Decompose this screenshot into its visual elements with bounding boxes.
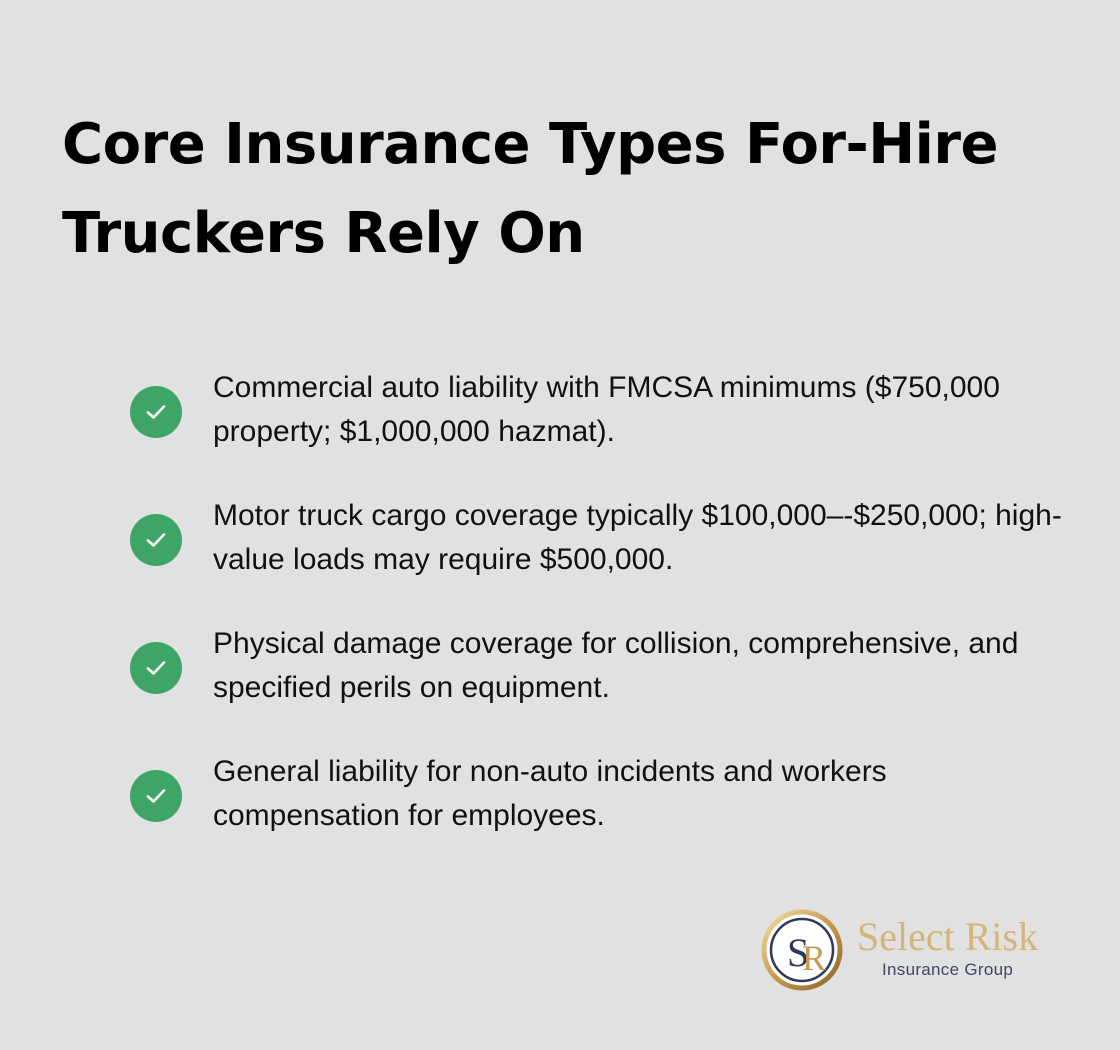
check-icon <box>130 642 182 694</box>
logo-mark <box>760 908 844 992</box>
list-item <box>130 750 1070 850</box>
check-icon <box>130 514 182 566</box>
logo-subtitle: Insurance Group <box>882 960 1014 979</box>
list-item <box>130 622 1070 722</box>
list-item <box>130 494 1070 594</box>
list-item-text: General liability for non-auto incidents and workers compensation for employees. <box>213 755 887 832</box>
list-item-text: Motor truck cargo coverage typically $100,000–-$250,000; high-value loads may require $500,000. <box>213 499 1062 576</box>
check-icon <box>130 770 182 822</box>
list-item-text: Commercial auto liability with FMCSA minimums ($750,000 property; $1,000,000 hazmat). <box>213 371 1000 448</box>
list-item <box>130 366 1070 466</box>
company-logo <box>760 908 1070 994</box>
svg-text:S: S <box>787 930 810 975</box>
logo-name: Select Risk <box>857 914 1039 959</box>
list-item-text: Physical damage coverage for collision, comprehensive, and specified perils on equipment. <box>213 627 1019 704</box>
check-icon <box>130 386 182 438</box>
page-title: Core Insurance Types For-Hire Truckers Rely On <box>62 112 998 266</box>
svg-text:R: R <box>802 938 827 978</box>
